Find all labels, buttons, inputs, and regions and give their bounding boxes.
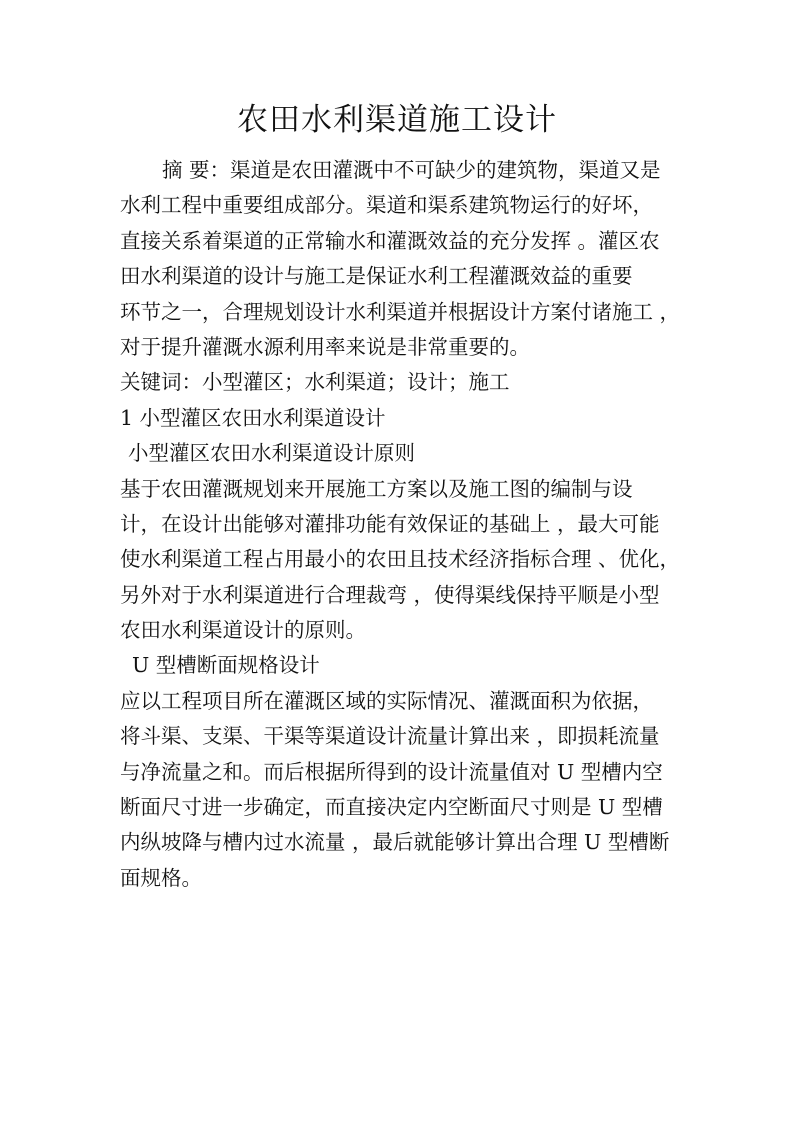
abstract-line: 田水利渠道的设计与施工是保证水利工程灌溉效益的重要	[120, 264, 633, 289]
document-body	[120, 153, 680, 896]
abstract-line: 环节之一，合理规划设计水利渠道并根据设计方案付诸施工 ，	[120, 299, 681, 324]
keywords-line: 关键词：小型灌区；水利渠道；设计；施工	[120, 370, 510, 395]
paragraph-line: 内纵坡降与槽内过水流量 ，最后就能够计算出合理 U 型槽断	[120, 830, 670, 855]
paragraph-line: 基于农田灌溉规划来开展施工方案以及施工图的编制与设	[120, 476, 633, 501]
abstract-line: 摘 要：渠道是农田灌溉中不可缺少的建筑物，渠道又是	[162, 158, 661, 182]
paragraph-line: 计，在设计出能够对灌排功能有效保证的基础上 ，最大可能	[120, 511, 660, 536]
abstract-line: 对于提升灌溉水源利用率来说是非常重要的。	[120, 334, 530, 359]
paragraph-line: 使水利渠道工程占用最小的农田且技术经济指标合理 、优化，	[120, 547, 681, 572]
document-title: 农田水利渠道施工设计	[237, 102, 557, 138]
abstract-line: 水利工程中重要组成部分。渠道和渠系建筑物运行的好坏，	[120, 193, 653, 218]
paragraph-line: 与净流量之和。而后根据所得到的设计流量值对 U 型槽内空	[120, 759, 663, 784]
paragraph-line: 农田水利渠道设计的原则。	[120, 618, 366, 643]
paragraph-line: 另外对于水利渠道进行合理裁弯 ，使得渠线保持平顺是小型	[120, 582, 660, 607]
paragraph-line: 面规格。	[120, 865, 202, 890]
section-heading: 1 小型灌区农田水利渠道设计	[120, 405, 386, 430]
paragraph-line: 应以工程项目所在灌溉区域的实际情况、灌溉面积为依据，	[120, 688, 653, 713]
subsection-heading: U 型槽断面规格设计	[132, 653, 320, 678]
paragraph-line: 断面尺寸进一步确定，而直接决定内空断面尺寸则是 U 型槽	[120, 795, 663, 820]
subsection-heading: 小型灌区农田水利渠道设计原则	[128, 441, 415, 466]
paragraph-line: 将斗渠、支渠、干渠等渠道设计流量计算出来 ，即损耗流量	[120, 724, 660, 749]
abstract-line: 直接关系着渠道的正常输水和灌溉效益的充分发挥 。灌区农	[120, 228, 660, 253]
